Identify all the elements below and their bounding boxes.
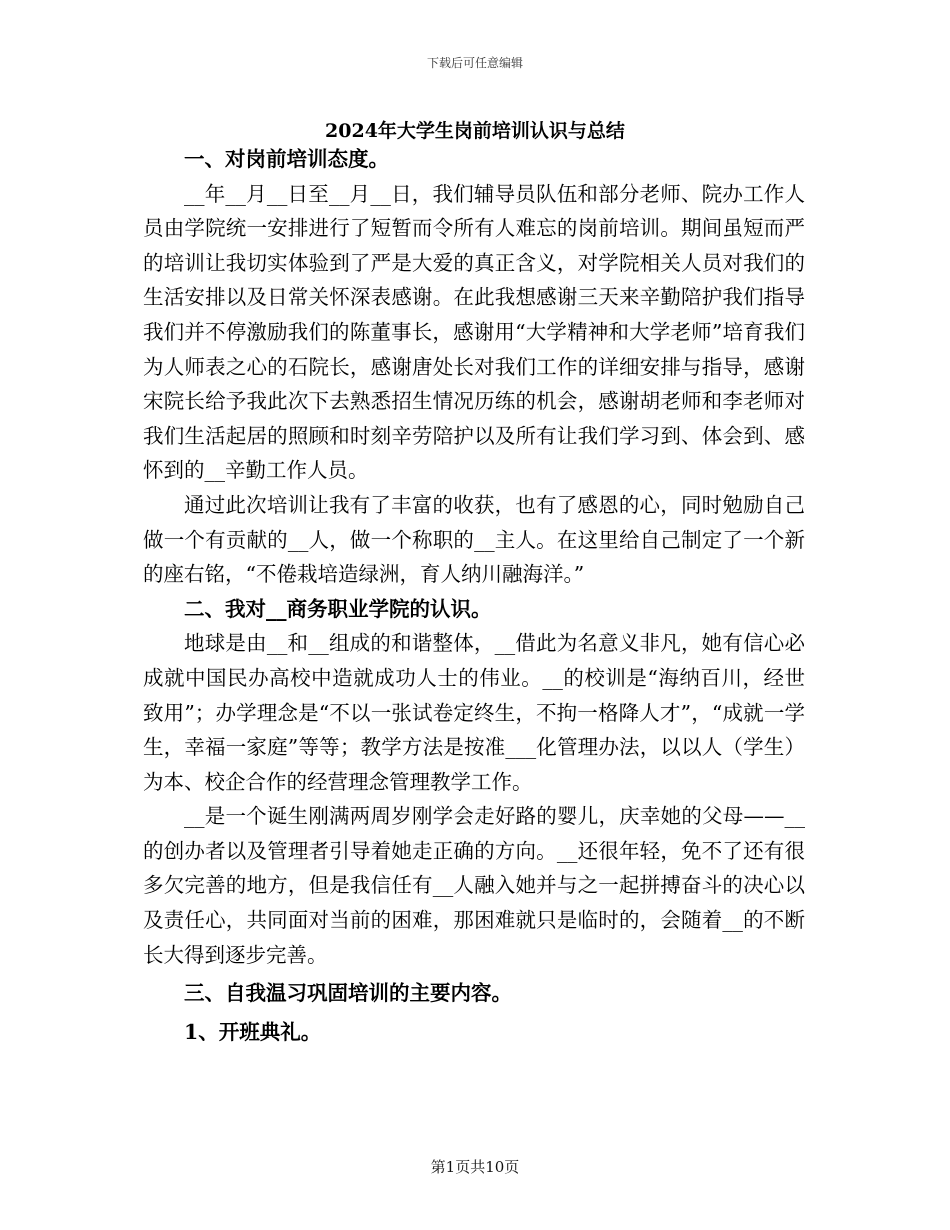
section-1-paragraph-2: 通过此次培训让我有了丰富的收获，也有了感恩的心，同时勉励自己做一个有贡献的__人，做一个称职的__主人。在这里给自己制定了一个新的座右铭，“不倦栽培造绿洲，育人纳川融海洋。” [143,492,805,587]
section-2-heading: 二、我对__商务职业学院的认识。 [184,596,492,621]
document-title: 2024年大学生岗前培训认识与总结 [325,120,625,142]
section-3-heading: 三、自我温习巩固培训的主要内容。 [184,981,512,1006]
section-2-paragraph-1: 地球是由__和__组成的和谐整体，__借此为名意义非凡，她有信心必成就中国民办高校中造就成功人士的伟业。__的校训是“海纳百川，经世致用”；办学理念是“不以一张试卷定终生，不拘一格降人才”，“成就一学生，幸福一家庭”等等；教学方法是按准___化管理办法，以以人（学生）为本、校企合作的经营理念管理教学工作。 [143,631,805,794]
header-note: 下载后可任意编辑 [426,56,523,70]
section-1-paragraph-1: __年__月__日至__月__日，我们辅导员队伍和部分老师、院办工作人员由学院统一安排进行了短暂而令所有人难忘的岗前培训。期间虽短而严的培训让我切实体验到了严是大爱的真正含义，对学院相关人员对我们的生活安排以及日常关怀深表感谢。在此我想感谢三天来辛勤陪护我们指导我们并不停激励我们的陈董事长，感谢用“大学精神和大学老师”培育我们为人师表之心的石院长，感谢唐处长对我们工作的详细安排与指导，感谢宋院长给予我此次下去熟悉招生情况历练的机会，感谢胡老师和李老师对我们生活起居的照顾和时刻辛劳陪护以及所有让我们学习到、体会到、感怀到的__辛勤工作人员。 [143,181,805,483]
section-3-subheading-1: 1、开班典礼。 [184,1019,322,1044]
document-body [143,142,805,1049]
section-2-paragraph-2: __是一个诞生刚满两周岁刚学会走好路的婴儿，庆幸她的父母——__的创办者以及管理者引导着她走正确的方向。__还很年轻，免不了还有很多欠完善的地方，但是我信任有__人融入她并与之一起拼搏奋斗的决心以及责任心，共同面对当前的困难，那困难就只是临时的，会随着__的不断长大得到逐步完善。 [143,804,805,967]
page-number: 第1页共10页 [430,1158,520,1176]
section-1-heading: 一、对岗前培训态度。 [184,147,389,171]
